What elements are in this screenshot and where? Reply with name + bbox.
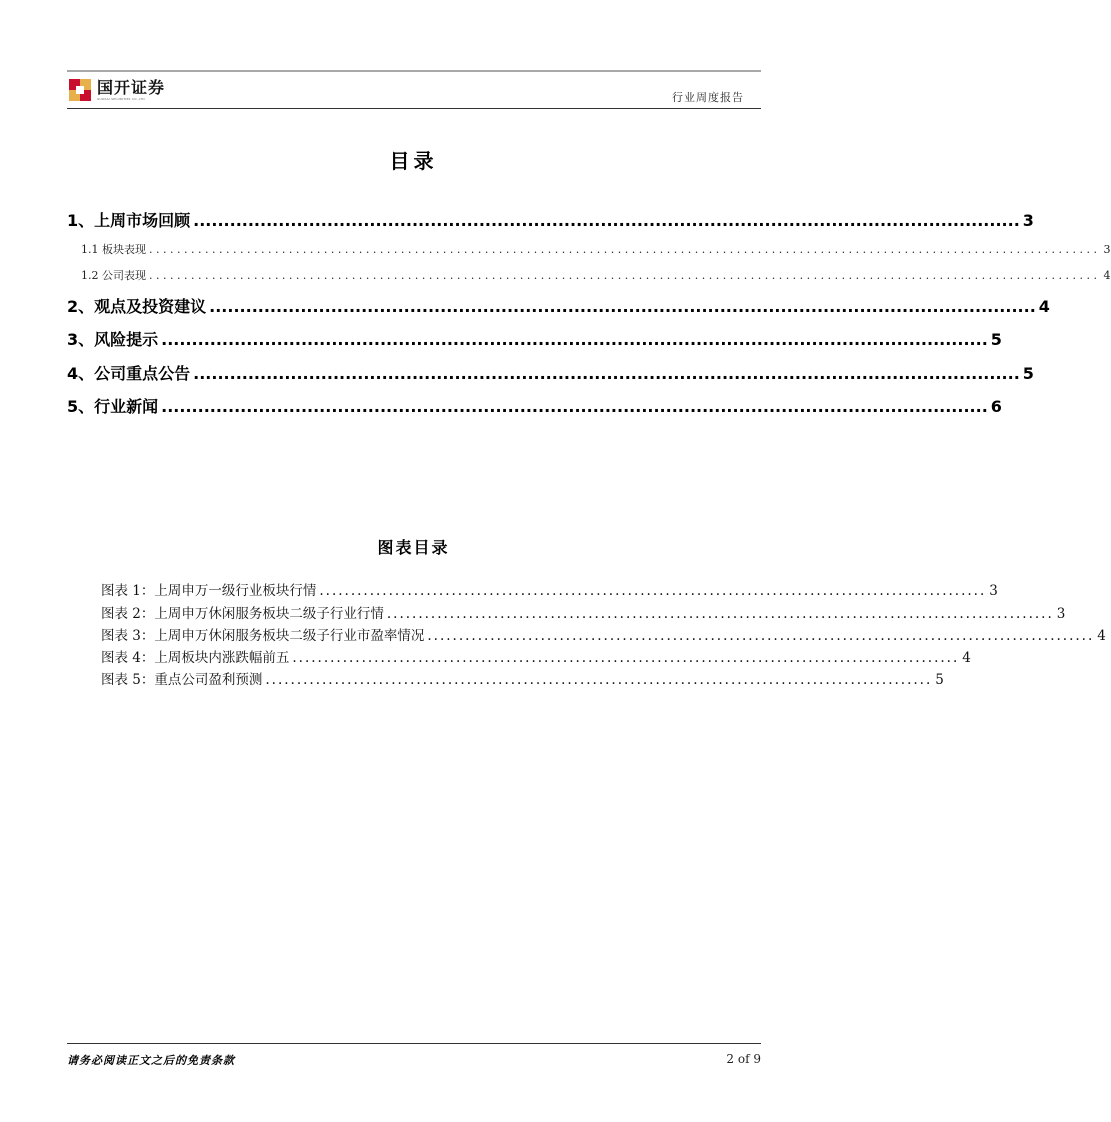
- figure-entry[interactable]: [101, 602, 1066, 622]
- toc-entry-page: 4: [1038, 297, 1050, 316]
- figure-entry-label: 图表 5：重点公司盈利预测: [101, 672, 263, 688]
- toc-entry-label: 1、上周市场回顾: [67, 211, 191, 230]
- toc-entry-page: 3: [1022, 211, 1034, 230]
- toc-leader: ........................................................................................................................................: [149, 243, 1101, 256]
- figure-entry-label: 图表 2：上周申万休闲服务板块二级子行业行情: [101, 606, 384, 622]
- toc-entry[interactable]: [67, 208, 1034, 231]
- figure-leader: ..........................................................................................................: [319, 583, 987, 599]
- figure-entry-label: 图表 3：上周申万休闲服务板块二级子行业市盈率情况: [101, 628, 425, 644]
- toc-entry-page: 6: [990, 397, 1002, 416]
- toc-leader: ........................................................................................................................................: [161, 397, 988, 416]
- figure-entry-label: 图表 1：上周申万一级行业板块行情: [101, 583, 317, 599]
- logo-mark-icon: [69, 79, 91, 101]
- footer-disclaimer: 请务必阅读正文之后的免责条款: [67, 1054, 235, 1067]
- figure-entry[interactable]: [101, 668, 944, 688]
- figure-entry-page: 5: [935, 672, 944, 688]
- toc-leader: ........................................................................................................................................: [193, 211, 1020, 230]
- toc-entry[interactable]: [67, 327, 1002, 350]
- toc-entry[interactable]: [67, 294, 1050, 317]
- figure-entry[interactable]: [101, 646, 971, 666]
- toc-leader: ........................................................................................................................................: [161, 330, 988, 349]
- figures-title: 图表目录: [377, 538, 450, 557]
- toc-entry-label: 3、风险提示: [67, 330, 159, 349]
- toc-entry[interactable]: [67, 361, 1034, 384]
- toc-entry-page: 5: [1022, 364, 1034, 383]
- toc-entry-page: 3: [1103, 243, 1111, 256]
- figure-leader: ..........................................................................................................: [427, 628, 1095, 644]
- toc-entry-label: 5、行业新闻: [67, 397, 159, 416]
- figure-entry[interactable]: [101, 624, 1106, 644]
- header-bottom-rule: [67, 108, 761, 109]
- toc-entry-label: 1.1 板块表现: [81, 243, 146, 256]
- logo-subtext: GUOKAI SECURITIES CO.,LTD: [97, 97, 145, 101]
- toc-entry[interactable]: [67, 394, 1002, 417]
- figure-leader: ..........................................................................................................: [292, 650, 960, 666]
- figure-entry[interactable]: [101, 579, 998, 599]
- report-type: 行业周度报告: [672, 91, 744, 104]
- logo-text: 国开证券: [97, 78, 166, 97]
- figure-leader: ..........................................................................................................: [265, 672, 933, 688]
- toc-title: 目录: [389, 149, 438, 173]
- figure-leader: ..........................................................................................................: [386, 606, 1054, 622]
- toc-leader: ........................................................................................................................................: [149, 269, 1101, 282]
- toc-entry-label: 1.2 公司表现: [81, 269, 146, 282]
- figure-entry-page: 4: [962, 650, 971, 666]
- toc-entry-page: 4: [1103, 269, 1111, 282]
- toc-entry-label: 4、公司重点公告: [67, 364, 191, 383]
- toc-entry[interactable]: [67, 241, 1111, 257]
- toc-entry[interactable]: [67, 267, 1111, 283]
- figure-entry-label: 图表 4：上周板块内涨跌幅前五: [101, 650, 290, 666]
- footer-rule: [67, 1043, 761, 1044]
- toc-entry-label: 2、观点及投资建议: [67, 297, 207, 316]
- header-top-rule: [67, 70, 761, 72]
- company-logo: [69, 77, 165, 103]
- toc-leader: ........................................................................................................................................: [209, 297, 1036, 316]
- page-number: 2 of 9: [726, 1052, 761, 1066]
- toc-leader: ........................................................................................................................................: [193, 364, 1020, 383]
- figure-entry-page: 3: [1056, 606, 1066, 622]
- toc-entry-page: 5: [990, 330, 1002, 349]
- figure-entry-page: 3: [989, 583, 998, 599]
- figure-entry-page: 4: [1097, 628, 1106, 644]
